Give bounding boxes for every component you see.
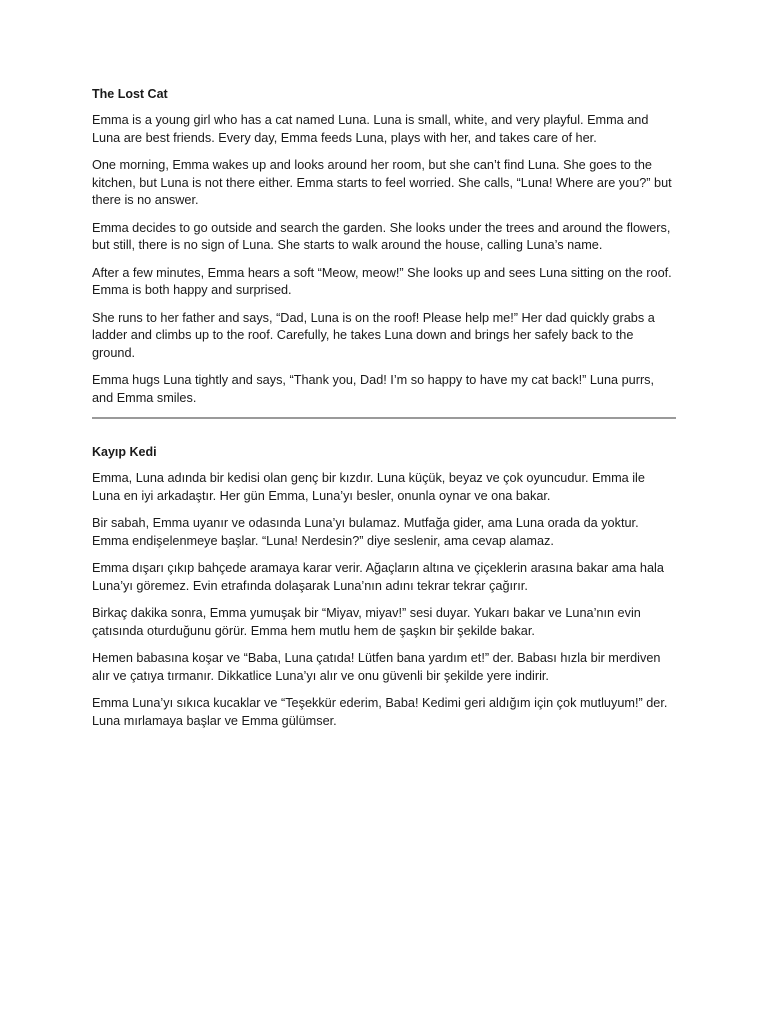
english-paragraph-2: One morning, Emma wakes up and looks around her room, but she can’t find Luna. She goes to the kitchen, but Luna is not there either. Emma starts to feel worried. She calls, “Luna! Where are you?” but there is no answer. bbox=[92, 158, 672, 207]
turkish-paragraph-6: Emma Luna’yı sıkıca kucaklar ve “Teşekkür ederim, Baba! Kedimi geri aldığım için çok mutluyum!” der. Luna mırlamaya başlar ve Emma gülümser. bbox=[92, 696, 668, 728]
english-paragraph-6: Emma hugs Luna tightly and says, “Thank you, Dad! I’m so happy to have my cat back!” Luna purrs, and Emma smiles. bbox=[92, 373, 655, 405]
english-paragraph-4: After a few minutes, Emma hears a soft “Meow, meow!” She looks up and sees Luna sitting on the roof. Emma is both happy and surprised. bbox=[92, 265, 672, 297]
english-paragraph-1: Emma is a young girl who has a cat named Luna. Luna is small, white, and very playful. Emma and Luna are best friends. Every day, Emma feeds Luna, plays with her, and takes care of her. bbox=[92, 113, 649, 145]
english-story-title: The Lost Cat bbox=[92, 87, 168, 101]
english-story-section bbox=[92, 86, 676, 407]
section-divider bbox=[92, 417, 676, 419]
turkish-paragraph-5: Hemen babasına koşar ve “Baba, Luna çatıda! Lütfen bana yardım et!” der. Babası hızla bir merdiven alır ve çatıya tırmanır. Dikkatlice Luna’yı alır ve onu güvenli bir şekilde yere indirir. bbox=[92, 651, 661, 683]
turkish-paragraph-2: Bir sabah, Emma uyanır ve odasında Luna’yı bulamaz. Mutfağa gider, ama Luna orada da yoktur. Emma endişelenmeye başlar. “Luna! Nerdesin?” diye seslenir, ama cevap alamaz. bbox=[92, 516, 639, 548]
turkish-story-title: Kayıp Kedi bbox=[92, 445, 157, 459]
turkish-paragraph-4: Birkaç dakika sonra, Emma yumuşak bir “Miyav, miyav!” sesi duyar. Yukarı bakar ve Luna’nın evin çatısında oturduğunu görür. Emma hem mutlu hem de şaşkın bir şekilde bakar. bbox=[92, 606, 641, 638]
turkish-paragraph-3: Emma dışarı çıkıp bahçede aramaya karar verir. Ağaçların altına ve çiçeklerin arasına bakar ama hala Luna’yı göremez. Evin etrafında dolaşarak Luna’nın adını tekrar tekrar çağırır. bbox=[92, 561, 664, 593]
english-paragraph-3: Emma decides to go outside and search the garden. She looks under the trees and around the flowers, but still, there is no sign of Luna. She starts to walk around the house, calling Luna’s name. bbox=[92, 220, 671, 252]
english-paragraph-5: She runs to her father and says, “Dad, Luna is on the roof! Please help me!” Her dad quickly grabs a ladder and climbs up to the roof. Carefully, he takes Luna down and brings her safely back to the ground. bbox=[92, 310, 655, 360]
turkish-story-section bbox=[92, 444, 676, 730]
turkish-paragraph-1: Emma, Luna adında bir kedisi olan genç bir kızdır. Luna küçük, beyaz ve çok oyuncudur. Emma ile Luna en iyi arkadaştır. Her gün Emma, Luna’yı besler, onunla oynar ve ona bakar. bbox=[92, 471, 645, 503]
